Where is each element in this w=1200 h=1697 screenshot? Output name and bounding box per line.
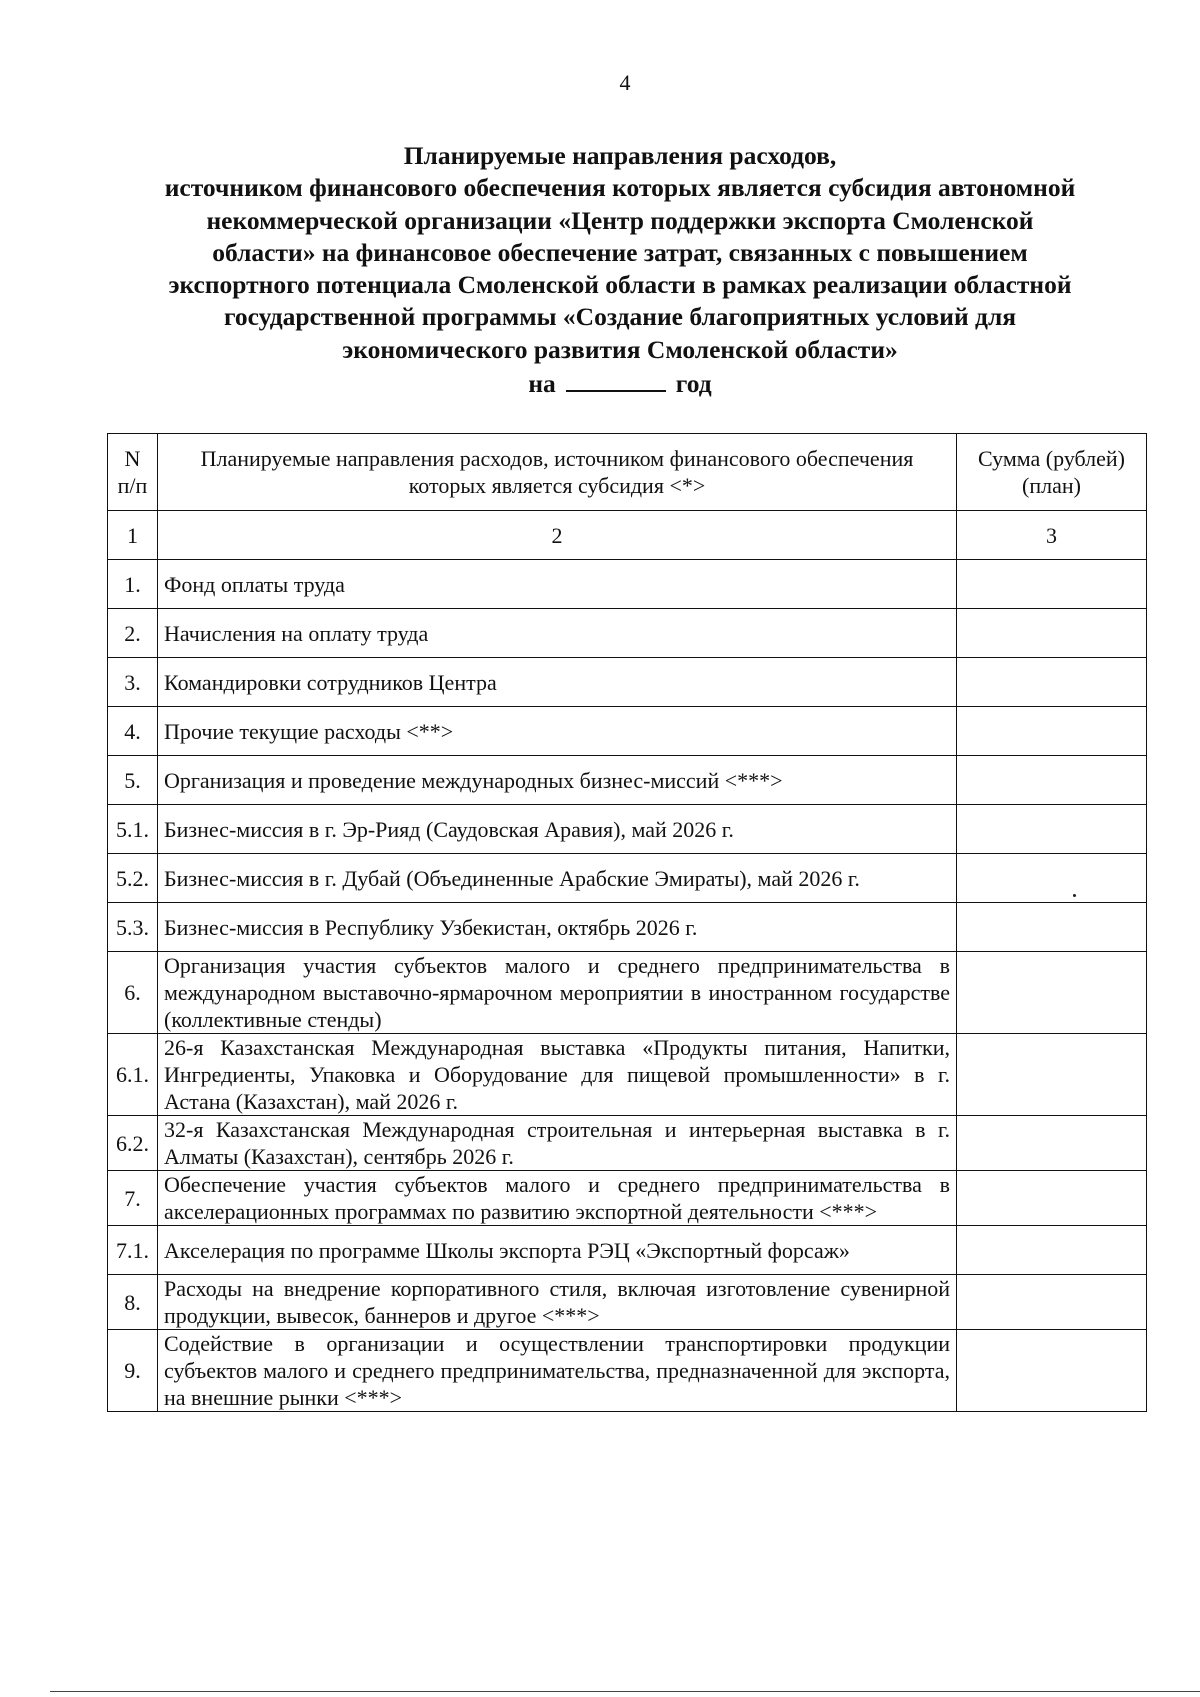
row-sum (957, 1330, 1147, 1412)
column-number-row (108, 511, 1147, 560)
header-sum: Сумма (рублей) (план) (957, 434, 1147, 511)
row-number: 5.1. (108, 805, 158, 854)
title-line: экспортного потенциала Смоленской области в рамках реализации областной (168, 270, 1072, 300)
row-number: 2. (108, 609, 158, 658)
row-description: Начисления на оплату труда (158, 609, 957, 658)
header-direction: Планируемые направления расходов, источником финансового обеспечения которых является субсидия <*> (158, 434, 957, 511)
row-description: 32-я Казахстанская Международная строительная и интерьерная выставка в г. Алматы (Казахстан), сентябрь 2026 г. (158, 1116, 957, 1171)
row-sum (957, 609, 1147, 658)
title-year-line (100, 366, 1140, 400)
document-title (100, 140, 1140, 400)
row-sum (957, 1226, 1147, 1275)
year-prefix: на (528, 369, 556, 399)
title-line: Планируемые направления расходов, (403, 141, 837, 170)
row-sum (957, 707, 1147, 756)
row-number: 8. (108, 1275, 158, 1330)
row-number: 6.1. (108, 1034, 158, 1116)
table-header-row (108, 434, 1147, 511)
row-description: Содействие в организации и осуществлении транспортировки продукции субъектов малого и среднего предпринимательства, предназначенной для экспорта, на внешние рынки <***> (158, 1330, 957, 1412)
row-description: 26-я Казахстанская Международная выставка «Продукты питания, Напитки, Ингредиенты, Упаковка и Оборудование для пищевой промышленности» в г. Астана (Казахстан), май 2026 г. (158, 1034, 957, 1116)
row-description: Бизнес-миссия в г. Дубай (Объединенные Арабские Эмираты), май 2026 г. (158, 854, 957, 903)
row-description: Обеспечение участия субъектов малого и среднего предпринимательства в акселерационных программах по развитию экспортной деятельности <***> (158, 1171, 957, 1226)
title-line: некоммерческой организации «Центр поддержки экспорта Смоленской (206, 205, 1034, 235)
row-number: 6.2. (108, 1116, 158, 1171)
column-number: 2 (158, 511, 957, 560)
row-number: 7. (108, 1171, 158, 1226)
row-sum (957, 1116, 1147, 1171)
row-sum (957, 756, 1147, 805)
table-row (108, 658, 1147, 707)
year-blank-field (566, 366, 666, 392)
expenses-table (107, 433, 1147, 1412)
row-description: Бизнес-миссия в г. Эр-Рияд (Саудовская Аравия), май 2026 г. (158, 805, 957, 854)
row-number: 3. (108, 658, 158, 707)
row-number: 5.3. (108, 903, 158, 952)
row-number: 5.2. (108, 854, 158, 903)
row-number: 7.1. (108, 1226, 158, 1275)
title-line: источником финансового обеспечения которых является субсидия автономной (164, 173, 1076, 203)
row-sum (957, 805, 1147, 854)
table-row (108, 854, 1147, 903)
table-row (108, 1330, 1147, 1412)
table-row (108, 560, 1147, 609)
row-sum (957, 903, 1147, 952)
row-sum (957, 1034, 1147, 1116)
table-row (108, 707, 1147, 756)
row-description: Акселерация по программе Школы экспорта РЭЦ «Экспортный форсаж» (158, 1226, 957, 1275)
table-body (108, 560, 1147, 1412)
year-suffix: год (675, 369, 712, 399)
row-description: Организация и проведение международных бизнес-миссий <***> (158, 756, 957, 805)
row-sum (957, 658, 1147, 707)
row-number: 9. (108, 1330, 158, 1412)
column-number: 1 (108, 511, 158, 560)
row-description: Прочие текущие расходы <**> (158, 707, 957, 756)
row-sum (957, 560, 1147, 609)
row-description: Расходы на внедрение корпоративного стиля, включая изготовление сувенирной продукции, вывесок, баннеров и другое <***> (158, 1275, 957, 1330)
row-description: Организация участия субъектов малого и среднего предпринимательства в международном выставочно-ярмарочном мероприятии в иностранном государстве (коллективные стенды) (158, 952, 957, 1034)
row-description: Фонд оплаты труда (158, 560, 957, 609)
row-number: 4. (108, 707, 158, 756)
header-number: N п/п (108, 434, 158, 511)
table-row (108, 903, 1147, 952)
row-sum (957, 952, 1147, 1034)
table-row (108, 1226, 1147, 1275)
table-row (108, 1171, 1147, 1226)
column-number: 3 (957, 511, 1147, 560)
title-line: государственной программы «Создание благоприятных условий для (223, 302, 1017, 332)
row-description: Командировки сотрудников Центра (158, 658, 957, 707)
page-number: 4 (619, 70, 631, 95)
title-line: экономического развития Смоленской области» (342, 334, 898, 364)
row-number: 6. (108, 952, 158, 1034)
table-row (108, 1275, 1147, 1330)
title-line: области» на финансовое обеспечение затрат, связанных с повышением (212, 237, 1028, 267)
scan-speck (1073, 894, 1076, 897)
row-number: 1. (108, 560, 158, 609)
table-row (108, 756, 1147, 805)
table-row (108, 805, 1147, 854)
table-row (108, 952, 1147, 1034)
row-sum (957, 854, 1147, 903)
row-description: Бизнес-миссия в Республику Узбекистан, октябрь 2026 г. (158, 903, 957, 952)
row-sum (957, 1171, 1147, 1226)
row-number: 5. (108, 756, 158, 805)
table-row (108, 1034, 1147, 1116)
table-row (108, 1116, 1147, 1171)
bottom-rule (50, 1691, 1200, 1692)
table-row (108, 609, 1147, 658)
row-sum (957, 1275, 1147, 1330)
